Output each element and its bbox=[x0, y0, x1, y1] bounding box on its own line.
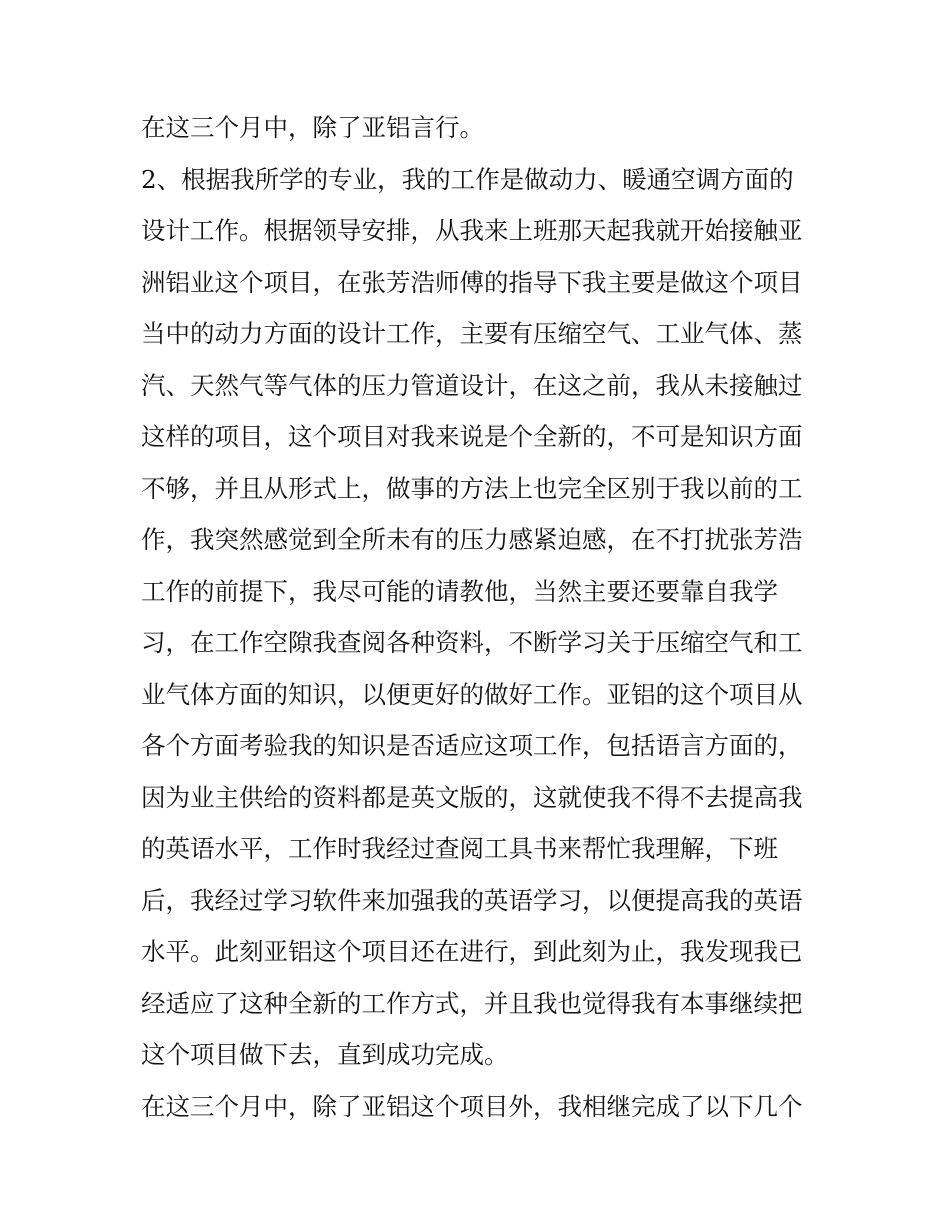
text-line: 洲铝业这个项目，在张芳浩师傅的指导下我主要是做这个项目 bbox=[141, 268, 803, 297]
text-line: 因为业主供给的资料都是英文版的，这就使我不得不去提高我 bbox=[141, 783, 803, 812]
text-line: 各个方面考验我的知识是否适应这项工作，包括语言方面的， bbox=[141, 731, 803, 760]
text-line: 在这三个月中，除了亚铝这个项目外，我相继完成了以下几个 bbox=[141, 1092, 803, 1121]
text-line: 后，我经过学习软件来加强我的英语学习，以便提高我的英语 bbox=[141, 886, 803, 915]
text-line: 工作的前提下，我尽可能的请教他，当然主要还要靠自我学 bbox=[141, 577, 778, 606]
text-line: 这样的项目，这个项目对我来说是个全新的，不可是知识方面 bbox=[141, 422, 803, 451]
text-line: 经适应了这种全新的工作方式，并且我也觉得我有本事继续把 bbox=[141, 989, 803, 1018]
text-line: 在这三个月中，除了亚铝言行。 bbox=[141, 113, 484, 142]
text-line: 业气体方面的知识，以便更好的做好工作。亚铝的这个项目从 bbox=[141, 680, 803, 709]
text-line: 水平。此刻亚铝这个项目还在进行，到此刻为止，我发现我已 bbox=[141, 937, 803, 966]
text-line: 不够，并且从形式上，做事的方法上也完全区别于我以前的工 bbox=[141, 474, 803, 503]
text-line: 当中的动力方面的设计工作，主要有压缩空气、工业气体、蒸 bbox=[141, 319, 803, 348]
text-line: 作，我突然感觉到全所未有的压力感紧迫感，在不打扰张芳浩 bbox=[141, 525, 803, 554]
text-line: 习，在工作空隙我查阅各种资料，不断学习关于压缩空气和工 bbox=[141, 628, 803, 657]
text-line: 这个项目做下去，直到成功完成。 bbox=[141, 1040, 509, 1069]
text-line: 2、根据我所学的专业，我的工作是做动力、暖通空调方面的 bbox=[141, 165, 794, 194]
text-line: 的英语水平，工作时我经过查阅工具书来帮忙我理解，下班 bbox=[141, 834, 778, 863]
text-line: 设计工作。根据领导安排，从我来上班那天起我就开始接触亚 bbox=[141, 216, 803, 245]
text-line: 汽、天然气等气体的压力管道设计，在这之前，我从未接触过 bbox=[141, 371, 803, 400]
